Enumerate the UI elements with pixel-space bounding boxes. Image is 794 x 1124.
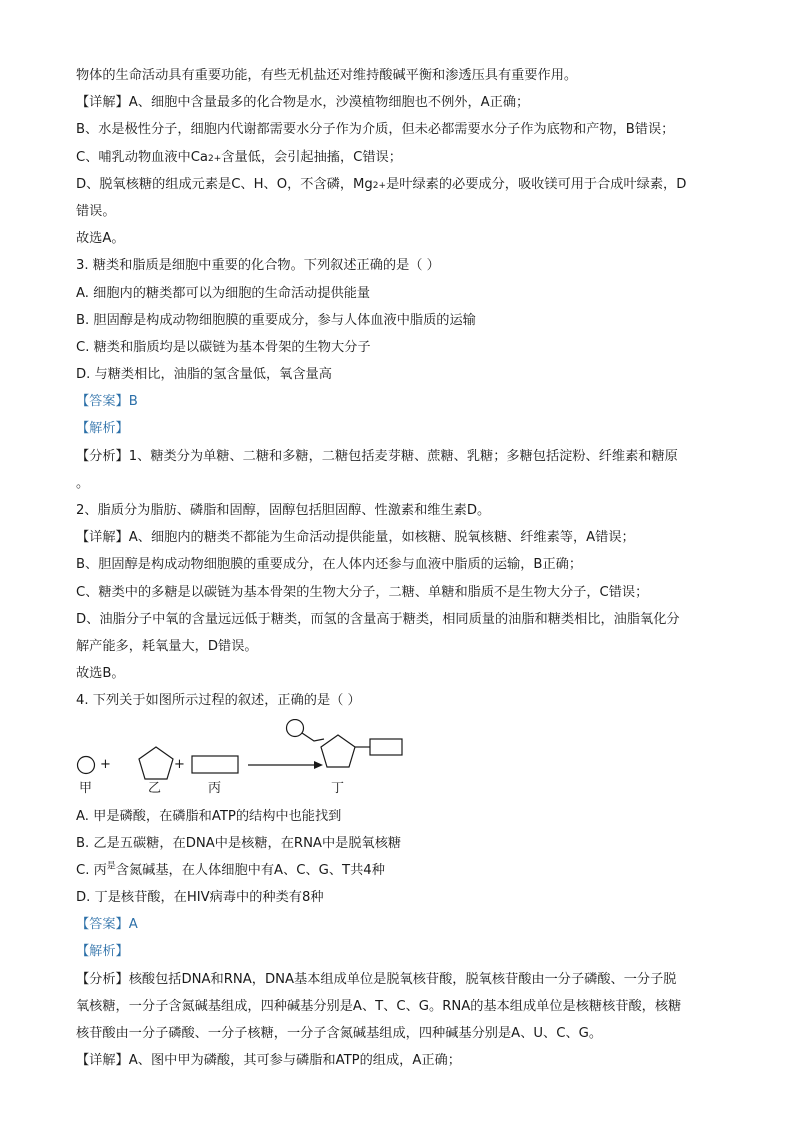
text-line: 故选A。 [76, 231, 125, 247]
text-line: 2、脂质分为脂肪、磷脂和固醇，固醇包括胆固醇、性激素和维生素D。 [76, 503, 491, 518]
text-line: B、水是极性分子，细胞内代谢都需要水分子作为介质，但未必都需要水分子作为底物和产物，B错误； [76, 122, 675, 138]
small-text: 是 [106, 861, 116, 872]
option-c [76, 857, 716, 884]
option-d: D. 与糖类相比，油脂的氢含量低，氧含量高 [76, 367, 332, 383]
text-line: 物体的生命活动具有重要功能，有些无机盐还对维持酸碱平衡和渗透压具有重要作用。 [76, 68, 578, 83]
analysis-label: 【解析】 [76, 421, 129, 437]
text-fragment: C、哺乳动物血液中Ca [76, 149, 208, 165]
answer-label: 【答案】A [76, 917, 138, 933]
text-fragment: D、脱氧核糖的组成元素是C、H、O，不含磷，Mg [76, 176, 373, 192]
text-line: 【详解】A、细胞内的糖类不都能为生命活动提供能量，如核糖、脱氧核糖、纤维素等，A错误； [76, 530, 635, 546]
arrow-head [314, 761, 323, 769]
question-4: 4. 下列关于如图所示过程的叙述，正确的是（ ） [76, 693, 361, 709]
option-a: A. 甲是磷酸，在磷脂和ATP的结构中也能找到 [76, 808, 342, 824]
text-line: 。 [76, 475, 90, 491]
analysis-label: 【解析】 [76, 944, 129, 960]
label-jia: 甲 [79, 780, 93, 796]
phosphate-circle [78, 756, 95, 773]
option-b: B. 胆固醇是构成动物细胞膜的重要成分，参与人体血液中脂质的运输 [76, 312, 476, 328]
nucleotide-phosphate [287, 719, 304, 736]
text-line: 氧核糖，一分子含氮碱基组成，四种碱基分别是A、T、C、G。RNA的基本组成单位是核糖核苷酸，核糖 [76, 998, 682, 1014]
text-line: D、油脂分子中氧的含量远远低于糖类，而氢的含量高于糖类，相同质量的油脂和糖类相比，油脂氧化分 [76, 611, 680, 627]
text-fragment: 含量低，会引起抽搐，C错误； [221, 149, 402, 165]
superscript: 2+ [208, 153, 222, 164]
nucleotide-base [370, 739, 402, 755]
text-line: 【分析】核酸包括DNA和RNA，DNA基本组成单位是脱氧核苷酸，脱氧核苷酸由一分子磷酸、一分子脱 [76, 971, 677, 987]
text-line [76, 171, 716, 198]
plus-sign: + [174, 756, 185, 772]
text-line: 【分析】1、糖类分为单糖、二糖和多糖，二糖包括麦芽糖、蔗糖、乳糖；多糖包括淀粉、纤维素和糖原 [76, 448, 678, 464]
document-page [76, 62, 716, 1074]
label-yi: 乙 [148, 780, 162, 796]
nucleotide-diagram [76, 719, 716, 803]
text-line [76, 144, 716, 171]
text-line: C、糖类中的多糖是以碳链为基本骨架的生物大分子，二糖、单糖和脂质不是生物大分子，C错误； [76, 584, 649, 600]
text-line: 核苷酸由一分子磷酸、一分子核糖，一分子含氮碱基组成，四种碱基分别是A、U、C、G。 [76, 1026, 603, 1041]
answer-label: 【答案】B [76, 394, 138, 410]
text-line: 错误。 [76, 203, 116, 219]
label-ding: 丁 [331, 780, 345, 796]
text-fragment: 是叶绿素的必要成分，吸收镁可用于合成叶绿素，D [386, 176, 687, 192]
text-line: 解产能多，耗氧量大，D错误。 [76, 638, 258, 654]
text-fragment: 含氮碱基，在人体细胞中有A、C、G、T共4种 [115, 862, 385, 878]
question-3: 3. 糖类和脂质是细胞中重要的化合物。下列叙述正确的是（ ） [76, 258, 440, 274]
plus-sign: + [100, 756, 111, 772]
phosphate-bond [302, 733, 324, 741]
nucleotide-pentose [321, 735, 355, 767]
text-fragment: C. 丙 [76, 862, 107, 878]
superscript: 2+ [372, 180, 387, 191]
text-line: B、胆固醇是构成动物细胞膜的重要成分，在人体内还参与血液中脂质的运输，B正确； [76, 557, 583, 573]
option-d: D. 丁是核苷酸，在HIV病毒中的种类有8种 [76, 890, 324, 906]
pentose-pentagon [139, 747, 173, 779]
diagram-svg [76, 719, 416, 789]
option-a: A. 细胞内的糖类都可以为细胞的生命活动提供能量 [76, 285, 371, 301]
text-line: 故选B。 [76, 666, 125, 682]
label-bing: 丙 [208, 780, 222, 796]
option-c: C. 糖类和脂质均是以碳链为基本骨架的生物大分子 [76, 339, 371, 355]
text-line: 【详解】A、细胞中含量最多的化合物是水，沙漠植物细胞也不例外，A正确； [76, 95, 530, 111]
text-line: 【详解】A、图中甲为磷酸，其可参与磷脂和ATP的组成，A正确； [76, 1053, 461, 1069]
option-b: B. 乙是五碳糖，在DNA中是核糖，在RNA中是脱氧核糖 [76, 835, 402, 851]
base-rectangle [192, 756, 238, 773]
